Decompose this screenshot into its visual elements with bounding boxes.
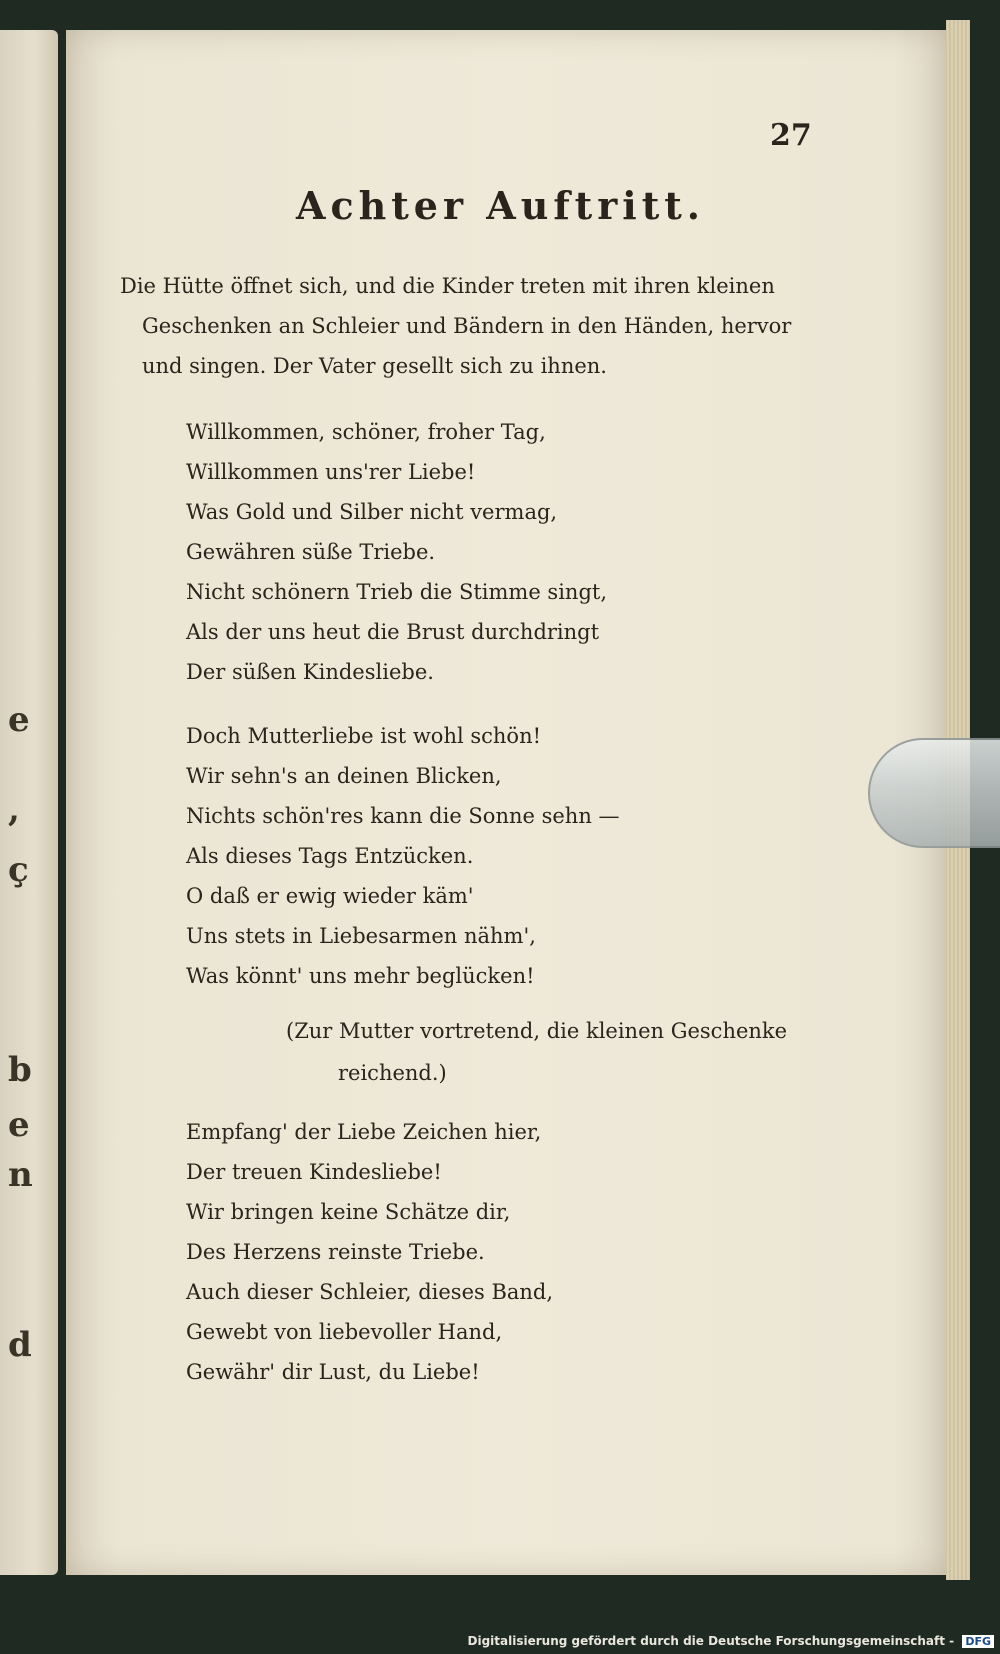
page-clip — [868, 738, 1000, 848]
stage-direction-line: Geschenken an Schleier und Bändern in den Händen, hervor — [142, 314, 792, 338]
verse-line: Gewebt von liebevoller Hand, — [186, 1320, 503, 1344]
left-page-glyph: n — [8, 1155, 33, 1195]
left-page-glyph: d — [8, 1325, 32, 1365]
stage-direction-line: (Zur Mutter vortretend, die kleinen Geschenke — [286, 1019, 788, 1043]
verse-line: Gewähren süße Triebe. — [186, 540, 436, 564]
digitization-footer — [468, 1634, 994, 1648]
verse-line: Des Herzens reinste Triebe. — [186, 1240, 485, 1264]
verse-line: Uns stets in Liebesarmen nähm', — [186, 924, 536, 948]
verse-line: Wir sehn's an deinen Blicken, — [186, 764, 502, 788]
left-page-glyph: e — [8, 700, 30, 740]
verse-line: Der süßen Kindesliebe. — [186, 660, 434, 684]
verse-line: Als dieses Tags Entzücken. — [186, 844, 474, 868]
stage-direction — [120, 266, 820, 386]
left-page-fragment — [0, 30, 58, 1575]
verse-line: Willkommen uns'rer Liebe! — [186, 460, 476, 484]
stage-direction-line: und singen. Der Vater gesellt sich zu ihnen. — [142, 354, 607, 378]
verse-line: Nicht schönern Trieb die Stimme singt, — [186, 580, 608, 604]
verse-line: Nichts schön'res kann die Sonne sehn — — [186, 804, 620, 828]
verse-line: Der treuen Kindesliebe! — [186, 1160, 442, 1184]
left-page-glyph: ç — [8, 850, 29, 890]
dfg-logo: DFG — [962, 1635, 994, 1648]
verse-stanza-1 — [186, 412, 607, 692]
stage-direction-line: Die Hütte öffnet sich, und die Kinder treten mit ihren kleinen — [120, 274, 775, 298]
verse-stanza-2 — [186, 716, 620, 996]
stage-direction-line: reichend.) — [338, 1061, 447, 1085]
verse-line: Als der uns heut die Brust durchdringt — [186, 620, 600, 644]
page-number: 27 — [770, 118, 812, 153]
verse-line: Auch dieser Schleier, dieses Band, — [186, 1280, 554, 1304]
verse-line: Was könnt' uns mehr beglücken! — [186, 964, 535, 988]
left-page-glyph: , — [8, 790, 20, 830]
left-page-glyph: b — [8, 1050, 32, 1090]
verse-stanza-3 — [186, 1112, 553, 1392]
verse-line: Was Gold und Silber nicht vermag, — [186, 500, 558, 524]
left-page-glyph: e — [8, 1105, 30, 1145]
verse-line: Empfang' der Liebe Zeichen hier, — [186, 1120, 542, 1144]
verse-line: Willkommen, schöner, froher Tag, — [186, 420, 546, 444]
stage-direction-2 — [286, 1010, 787, 1094]
verse-line: Doch Mutterliebe ist wohl schön! — [186, 724, 542, 748]
footer-text: Digitalisierung gefördert durch die Deutsche Forschungsgemeinschaft - — [467, 1634, 955, 1648]
scene-heading: Achter Auftritt. — [296, 183, 706, 228]
verse-line: Gewähr' dir Lust, du Liebe! — [186, 1360, 480, 1384]
verse-line: Wir bringen keine Schätze dir, — [186, 1200, 511, 1224]
verse-line: O daß er ewig wieder käm' — [186, 884, 474, 908]
